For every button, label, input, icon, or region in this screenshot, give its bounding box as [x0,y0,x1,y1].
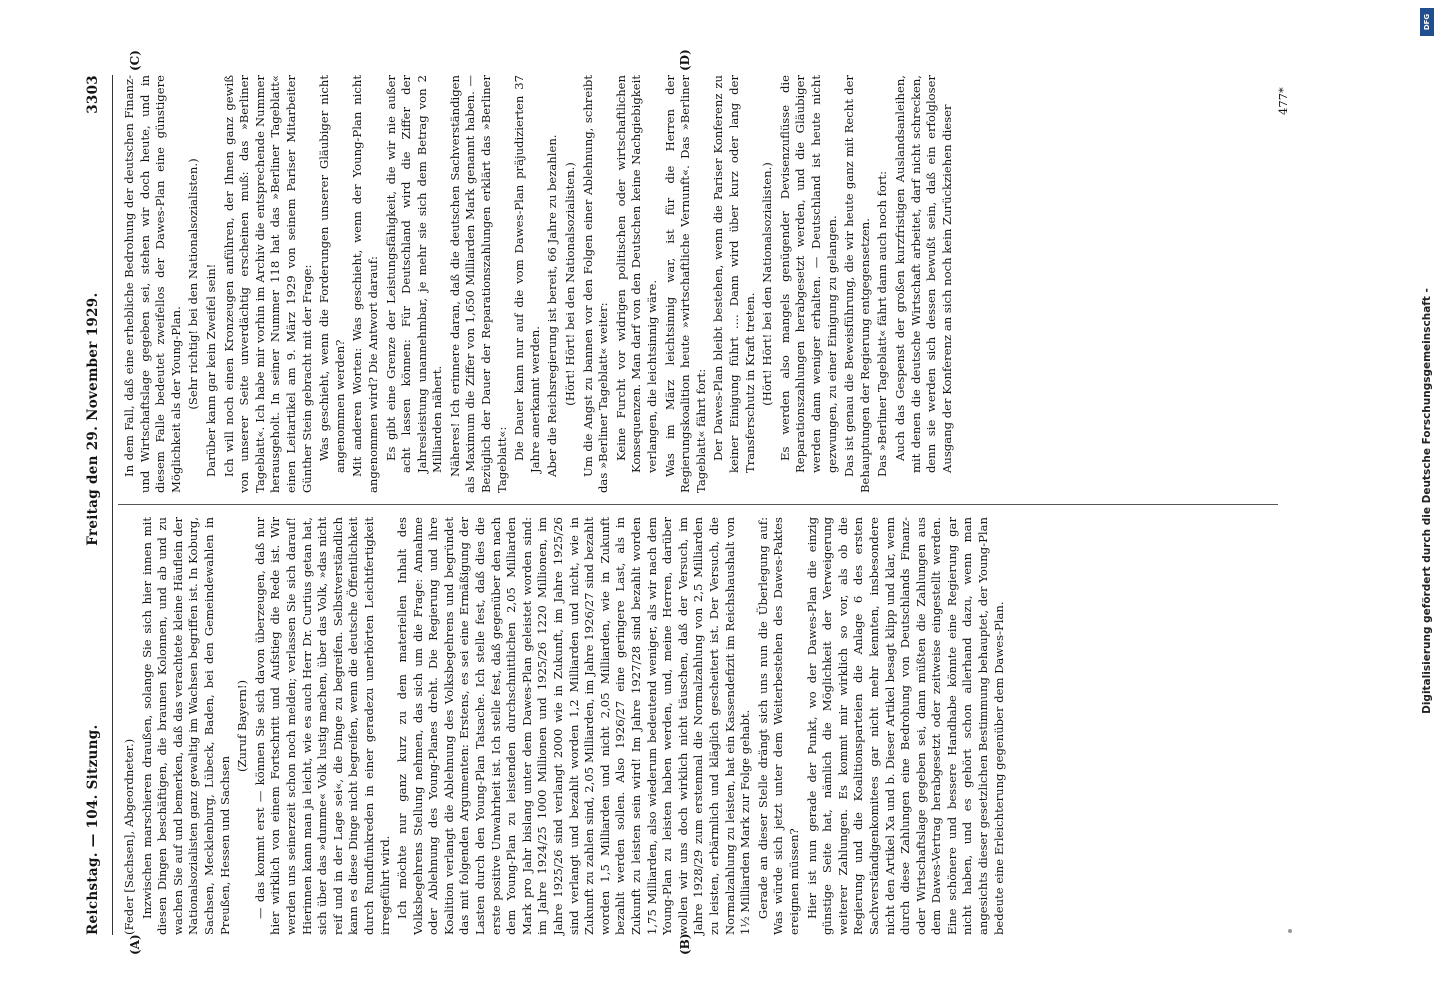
scanned-page [78,49,1328,955]
interjection: (Hört! Hört! bei den Nationalsozialisten.) [563,162,578,406]
quotation: Es werden also mangels genügender Devisenzuflüsse die Reparationszahlungen herabgesetzt werden, und die Gläubiger werden dann weniger erhalten. — Deutschland ist heute nicht gezwungen, zu einer Einigung zu gelangen. [777,75,839,473]
digitization-credit-text: Digitalisierung gefördert durch die Deutsche Forschungsgemeinschaft - [1421,288,1433,714]
header-session: Reichstag. — 104. Sitzung. [85,724,101,935]
scanned-page-frame [78,49,1328,955]
paragraph: Ich will noch einen Kronzeugen anführen, der Ihnen ganz gewiß von unserer Seite unverdächtig erscheinen muß: das »Berliner Tageblatt«. Ich habe mir vorhin im Archiv die entsprechende Nummer herausgeholt. In seiner Nummer 118 hat das »Berliner Tageblatt« einen Leitartikel am 9. März 1929 von seinem Pariser Mitarbeiter Günther Stein gebracht mit der Frage: [221,75,314,493]
interjection: (Sehr richtig! bei den Nationalsozialisten.) [186,158,201,410]
interjection: (Hört! Hört! bei den Nationalsozialisten.) [760,162,775,406]
paragraph: Das ist genau die Beweisführung, die wir heute ganz mit Recht der Behauptungen der Regierung entgegensetzen. [842,75,872,493]
right-column [122,75,957,493]
header-rule [112,75,113,935]
margin-marker-b: (B) [678,933,692,955]
quotation: Die Dauer kann nur auf die vom Dawes-Plan präjudizierten 37 Jahre anerkannt werden. [512,75,542,473]
header-date: Freitag den 29. November 1929. [85,292,101,546]
margin-marker-d: (D) [678,49,692,71]
margin-marker-a: (A) [128,934,142,955]
paragraph: Näheres! Ich erinnere daran, daß die deutschen Sachverständigen als Maximum die Ziffer von 1,650 Milliarden Mark genannt haben. — Bezüglich der Dauer der Reparationszahlungen erklärt das »Berliner Tageblatt«: [447,75,509,493]
paragraph: Mit anderen Worten: Was geschieht, wenn der Young-Plan nicht angenommen wird? Die Antwort darauf: [350,75,380,493]
paragraph: — das kommt erst — können Sie sich davon überzeugen, daß nur hier wirklich von einem Fortschritt und Aufstieg die Rede ist. Wir werden uns seinerzeit schon noch melden; verlassen Sie sich darauf! Hierinnen kann man ja leicht, wie es auch Herr Dr. Curtius getan hat, sich über das »dumme« Volk lustig machen, über das Volk, »das nicht reif und in der Lage sei«, die Dinge zu begreifen. Selbstverständlich kann es diese Dinge nicht begreifen, wenn die deutsche Öffentlichkeit durch Rundfunkreden in einer geradezu unerhörten Leichtfertigkeit irregeführt wird. [252,517,392,935]
quotation: Was geschieht, wenn die Forderungen unserer Gläubiger nicht angenommen werden? [317,75,347,473]
paragraph: Hier ist nun gerade der Punkt, wo der Dawes-Plan die einzig günstige Seite hat, nämlich die Möglichkeit der Verweigerung weiterer Zahlungen. Es kommt mir wirklich so vor, als ob die Regierung und die Koalitionsparteien die Anlage 6 des ersten Sachverständigenkomitees gar nicht mehr kennten, insbesondere nicht den Artikel Xa und b. Dieser Artikel besagt klipp und klar, wenn durch diese Zahlungen eine Bedrohung von Deutschlands Finanz- oder Wirtschaftslage gegeben sei, dann müßten die Zahlungen aus dem Dawes-Vertrag herabgesetzt oder zeitweise eingestellt werden. Eine schönere und bessere Handhabe könnte eine Regierung gar nicht haben, und es gehört schon allerhand dazu, wenn man angesichts dieser gesetzlichen Bestimmung behauptet, der Young-Plan bedeute eine Erleichterung gegenüber dem Dawes-Plan. [804,517,1006,935]
quotation: Es gibt eine Grenze der Leistungsfähigkeit, die wir nie außer acht lassen können: Für Deutschland wird die Ziffer der Jahresleistung unannehmbar, je mehr sie sich dem Betrag von 2 Milliarden nähert. [383,75,445,473]
dfg-logo-text: DFG [1423,13,1431,31]
paragraph: Um die Angst zu bannen vor den Folgen einer Ablehnung, schreibt das »Berliner Tageblatt« weiter: [580,75,611,493]
column-divider [118,504,1278,505]
paragraph: Inzwischen marschieren draußen, solange Sie sich hier innen mit diesen Dingen beschäftigen, die braunen Kolonnen, und ab und zu wachen Sie auf und bemerken, daß das verachtete kleine Häuflein der Nationalsozialisten ganz gewaltig im Wachsen begriffen ist. In Koburg, Sachsen, Mecklenburg, Lübeck, Baden, bei den Gemeindewahlen in Preußen, Hessen und Sachsen [139,517,232,935]
margin-marker-c: (C) [128,50,142,71]
speaker-label: (Feder [Sachsen], Abgeordneter.) [122,738,136,935]
paragraph: In dem Fall, daß eine erhebliche Bedrohung der deutschen Finanz- und Wirtschaftslage gegeben sei, stehen wir doch heute, und in diesem Falle bedeutet zweifellos der Dawes-Plan eine günstigere Möglichkeit als der Young-Plan. [122,75,183,493]
paragraph: Was im März leichtsinnig war, ist für die Herren der Regierungskoalition heute »wirtschaftliche Vernunft«. Das »Berliner Tageblatt« fährt fort: [662,75,708,493]
printer-signature: 477* [1276,87,1290,115]
interjection: (Zuruf Bayern!) [235,679,250,773]
quotation: Keine Furcht vor widrigen politischen oder wirtschaftlichen Konsequenzen. Man darf von den Deutschen keine Nachgiebigkeit verlangen, die leichtsinnig wäre. [613,75,659,473]
quotation: Auch das Gespenst der großen kurzfristigen Auslandsanleihen, mit denen die deutsche Wirtschaft arbeitet, darf nicht schrecken, denn sie werden sich dessen bewußt sein, daß ein erfolgloser Ausgang der Konferenz an sich noch kein Zurückziehen dieser [892,75,954,473]
digitization-credit-strip [1418,6,1434,996]
dfg-logo [1420,8,1434,36]
quotation: Der Dawes-Plan bleibt bestehen, wenn die Pariser Konferenz zu keiner Einigung führt .... Dann wird über kurz oder lang der Transferschutz in Kraft treten. [711,75,757,473]
scan-smudge [1288,929,1292,933]
left-column [122,517,1009,935]
paragraph: Darüber kann gar kein Zweifel sein! [203,263,218,477]
page-number: 3303 [85,75,101,114]
page-header [86,75,110,935]
paragraph: Gerade an dieser Stelle drängt sich uns nun die Überlegung auf: Was würde sich jetzt unter dem Weiterbestehen des Dawes-Paktes ereignen müssen? [755,517,801,935]
paragraph: Aber die Reichsregierung ist bereit, 66 Jahre zu bezahlen. [545,134,560,477]
paragraph: Ich möchte nur ganz kurz zu dem materiellen Inhalt des Volksbegehrens Stellung nehmen, das sich um die Frage: Annahme oder Ablehnung des Young-Planes dreht. Die Regierung und ihre Koalition verlangt die Ablehnung des Volksbegehrens und begründet das mit folgenden Argumenten: Erstens, es sei eine Ermäßigung der Lasten durch den Young-Plan Tatsache. Ich stelle fest, daß dies die erste positive Unwahrheit ist. Ich stelle fest, daß gegenüber den nach dem Young-Plan zu leistenden durchschnittlichen 2,05 Milliarden Mark pro Jahr bislang unter dem Dawes-Plan geleistet worden sind: im Jahre 1924/25 1000 Millionen und 1925/26 1220 Millionen, im Jahre 1925/26 sind verlangt 2000 wie in Zukunft, im Jahre 1925/26 sind verlangt und bezahlt worden 1,2 Milliarden und nicht, wie in Zukunft zu zahlen sind, 2,05 Milliarden, im Jahre 1926/27 sind bezahlt worden 1,5 Milliarden und nicht 2,05 Milliarden, wie in Zukunft bezahlt werden sollen. Also 1926/27 eine geringere Last, als in Zukunft zu leisten sein wird! Im Jahre 1927/28 sind bezahlt worden 1,75 Milliarden, also wiederum bedeutend weniger, als wir nach dem Young-Plan zu leisten haben werden, und, meine Herren, darüber wollen wir uns doch wirklich nicht täuschen, daß der Versuch, im Jahre 1928/29 zum erstenmal die Normalzahlung von 2,5 Milliarden zu leisten, erbärmlich und kläglich gescheitert ist. Der Versuch, die Normalzahlung zu leisten, hat ein Kassendefizit im Reichshaushalt von 1½ Milliarden Mark zur Folge gehabt. [395,517,753,935]
paragraph: Das »Berliner Tageblatt« fährt dann auch noch fort: [875,171,890,477]
